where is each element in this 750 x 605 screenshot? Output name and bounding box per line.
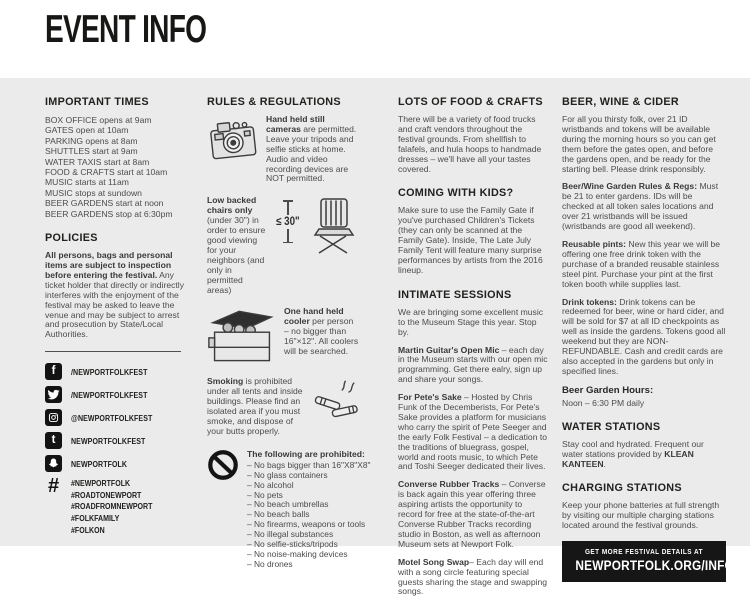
content-panel — [0, 78, 750, 597]
drink-tokens: Drink tokens: Drink tokens can be redeemed for beer, wine or hard cider, and will be sold for $7 at all ID checkpoints as well as inside the gardens. Tokens good all weekend but they are NON-REFUNDABLE. Cash and credit cards are also accepted in the gardens but only in specified lines. — [562, 296, 726, 376]
smoking-text: Smoking is prohibited under all tents and inside buildings. Please find an isolated area if you must smoke, and dispose of your butts properly. — [207, 376, 303, 436]
column-beer-water-charging — [562, 96, 734, 582]
prohibited-item: – No firearms, weapons or tools — [247, 519, 366, 530]
facebook-icon: f — [45, 363, 62, 380]
chair-illustration — [307, 196, 359, 256]
water-text: Stay cool and hydrated. Frequent our water stations provided by KLEAN KANTEEN. — [562, 438, 704, 469]
prohibited-item: – No drones — [247, 558, 293, 569]
rule-cooler — [207, 307, 359, 365]
beer-intro: For all you thirsty folk, over 21 ID wristbands and tokens will be available during the morning hours so you can get them before the gates open, and before the gardens open, and be ready for the starting bell. Please drink responsibly. — [562, 114, 716, 174]
prohibited-icon — [207, 449, 239, 481]
height-limit — [276, 200, 300, 243]
time-item: BEER GARDENS stop at 6:30pm — [45, 208, 173, 219]
camera-illustration — [207, 115, 259, 165]
page-title: EVENT INFO — [45, 8, 207, 51]
social-row-twitter[interactable] — [45, 386, 187, 403]
instagram-icon — [45, 409, 62, 426]
smoking-lead: Smoking — [207, 376, 244, 387]
policies-text: Any ticket holder that directly or indirectly interferes with the enjoyment of the festival may be asked to leave the venue and may be subject to arrest and prosecution by State/Local Authorities. — [45, 269, 184, 340]
rule-smoking — [207, 377, 359, 436]
prohibited-content — [247, 449, 370, 570]
time-item: WATER TAXIS start at 8am — [45, 156, 150, 167]
instagram-handle: @NEWPORTFOLKFEST — [71, 412, 153, 423]
prohibited-item: – No beach balls — [247, 509, 310, 520]
policies-paragraph — [45, 251, 187, 340]
cigarette-illustration — [313, 377, 359, 421]
cooler-illustration — [207, 307, 277, 365]
charging-heading: CHARGING STATIONS — [562, 482, 682, 495]
social-row-facebook[interactable] — [45, 363, 187, 380]
sessions-intro: We are bringing some excellent music to the Museum Stage this year. Stop by. — [398, 306, 544, 337]
column-times-policies — [45, 96, 187, 542]
social-row-instagram[interactable] — [45, 409, 187, 426]
rule-cameras — [207, 115, 359, 184]
snapchat-icon — [45, 455, 62, 472]
prohibited-list — [247, 461, 370, 570]
rule-prohibited — [207, 448, 371, 570]
water-brand: KLEAN KANTEEN — [562, 448, 694, 469]
beer-heading: BEER, WINE & CIDER — [562, 96, 679, 108]
time-item: FOOD & CRAFTS start at 10am — [45, 167, 168, 178]
session-converse-rubber-tracks: Converse Rubber Tracks – Converse is back again this year offering three aspiring artists the opportunity to record for free at the state-of-the-art Converse Rubber Tracks recording studio in Boston, as well as afternoon Museum sets at Newport Folk. — [398, 479, 546, 549]
social-row-tumblr[interactable] — [45, 432, 187, 449]
prohibited-item: – No glass containers — [247, 469, 328, 480]
reusable-pints: Reusable pints: New this year we will be offering one free drink token with the purchase of a branded reusable stainless steel pint. Purchase your pint at the first token booth while supplies last. — [562, 238, 721, 289]
policies-lead: All persons, bags and personal items are subject to inspection before entering the festival. — [45, 250, 173, 280]
prohibited-item: – No noise-making devices — [247, 549, 348, 559]
session-for-petes-sake: For Pete's Sake – Hosted by Chris Funk of the Decemberists, For Pete's Sake provides a platform for musicians who carry the spirit of Pete Seeger and the early Folk Festival – a dedication to the traditions of bluegrass, gospel, world and roots music, to which Pete and Toshi Seeger dedicated their lives. — [398, 392, 548, 472]
charging-text: Keep your phone batteries at full strength by visiting our multiple charging stations located around the festival grounds. — [562, 500, 720, 531]
kids-text: Make sure to use the Family Gate if you've purchased Children's Tickets (they can only be scanned at the Family Gate). Inside, The Late July Family Tent will feature many surprise performances by artists from the 2016 lineup. — [398, 205, 543, 275]
prohibited-item: – No alcohol — [247, 479, 294, 490]
hashtag-icon: # — [47, 475, 60, 498]
cta-line1: GET MORE FESTIVAL DETAILS AT — [584, 549, 704, 557]
twitter-handle: /NEWPORTFOLKFEST — [71, 389, 148, 400]
prohibited-item: – No selfie-sticks/tripods — [247, 539, 338, 550]
water-heading: WATER STATIONS — [562, 420, 661, 433]
cooler-lead: One hand held cooler — [284, 306, 344, 327]
sessions-heading: INTIMATE SESSIONS — [398, 288, 512, 301]
session-motel-song-swap: Motel Song Swap– Each day will end with a song circle featuring special guests sharing the stage and swapping songs. — [398, 556, 548, 597]
prohibited-item: – No pets — [247, 489, 283, 500]
twitter-icon — [45, 386, 62, 403]
prohibited-lead: The following are prohibited: — [247, 448, 365, 459]
height-limit-label: ≤ 30" — [276, 215, 300, 228]
tumblr-icon: t — [45, 432, 62, 449]
divider — [45, 351, 181, 352]
session-open-mic: Martin Guitar's Open Mic – each day in the Museum starts with our open mic programming. Get there ealry, sign up and share your songs. — [398, 344, 548, 385]
time-item: BOX OFFICE opens at 9am — [45, 115, 152, 125]
important-times-list — [45, 115, 187, 219]
prohibited-item: – No illegal substances — [247, 529, 334, 540]
beer-garden-hours-label: Beer Garden Hours: — [562, 384, 654, 396]
facebook-handle: /NEWPORTFOLKFEST — [71, 366, 148, 377]
beer-garden-hours-value: Noon – 6:30 PM daily — [562, 397, 645, 408]
time-item: SHUTTLES start at 9am — [45, 146, 138, 157]
time-item: BEER GARDENS start at noon — [45, 198, 164, 209]
time-item: MUSIC starts at 11am — [45, 177, 129, 188]
cta-banner[interactable] — [562, 541, 734, 582]
chairs-text: Low backed chairs only (under 30") in order to ensure good viewing for your neighbors (and only in permitted areas) — [207, 195, 266, 295]
time-item: MUSIC stops at sundown — [45, 187, 142, 198]
hashtag: #ROADTONEWPORT — [71, 489, 142, 500]
rule-chairs — [207, 196, 359, 295]
food-text: There will be a variety of food trucks and craft vendors throughout the festival grounds. From shellfish to falafels, and hula hoops to handmade dresses – we'll have all your tastes covered. — [398, 114, 542, 174]
hashtag: #ROADFROMNEWPORT — [71, 501, 153, 512]
cameras-text: Hand held still cameras are permitted. Leave your tripods and selfie sticks at home. Audio and video recording devices are NOT permitted. — [266, 114, 357, 184]
time-item: GATES open at 10am — [45, 125, 129, 136]
social-row-snapchat[interactable] — [45, 455, 187, 472]
food-heading: LOTS OF FOOD & CRAFTS — [398, 96, 543, 108]
chairs-lead: Low backed chairs only — [207, 195, 257, 216]
hashtags-block — [45, 475, 187, 536]
policies-heading: POLICIES — [45, 232, 98, 245]
prohibited-item: – No beach umbrellas — [247, 499, 329, 510]
column-rules — [207, 96, 371, 570]
kids-heading: COMING WITH KIDS? — [398, 187, 514, 200]
beer-garden-rules: Beer/Wine Garden Rules & Regs: Must be 21 to enter gardens. IDs will be checked at all token sales locations and over 21 wristbands will be issued (wristbands are good all weekend). — [562, 181, 719, 232]
prohibited-item: – No bags bigger than 16"X8"X8" — [247, 459, 371, 470]
cta-url: NEWPORTFOLK.ORG/INFO — [575, 558, 734, 574]
hashtag: #NEWPORTFOLK — [71, 478, 131, 489]
hashtag-list — [71, 478, 170, 536]
important-times-heading: IMPORTANT TIMES — [45, 96, 149, 108]
rules-heading: RULES & REGULATIONS — [207, 96, 341, 108]
time-item: PARKING opens at 8am — [45, 135, 138, 146]
cooler-text: One hand held cooler per person – no bigger than 16"×12". All coolers will be searched. — [284, 306, 359, 357]
tumblr-handle: NEWPORTFOLKFEST — [71, 435, 146, 446]
column-food-sessions — [398, 96, 548, 605]
cameras-lead: Hand held still cameras — [266, 114, 325, 134]
hashtag: #FOLKFAMILY — [71, 513, 120, 523]
hashtag: #FOLKON — [71, 524, 105, 535]
snapchat-handle: NEWPORTFOLK — [71, 458, 128, 469]
